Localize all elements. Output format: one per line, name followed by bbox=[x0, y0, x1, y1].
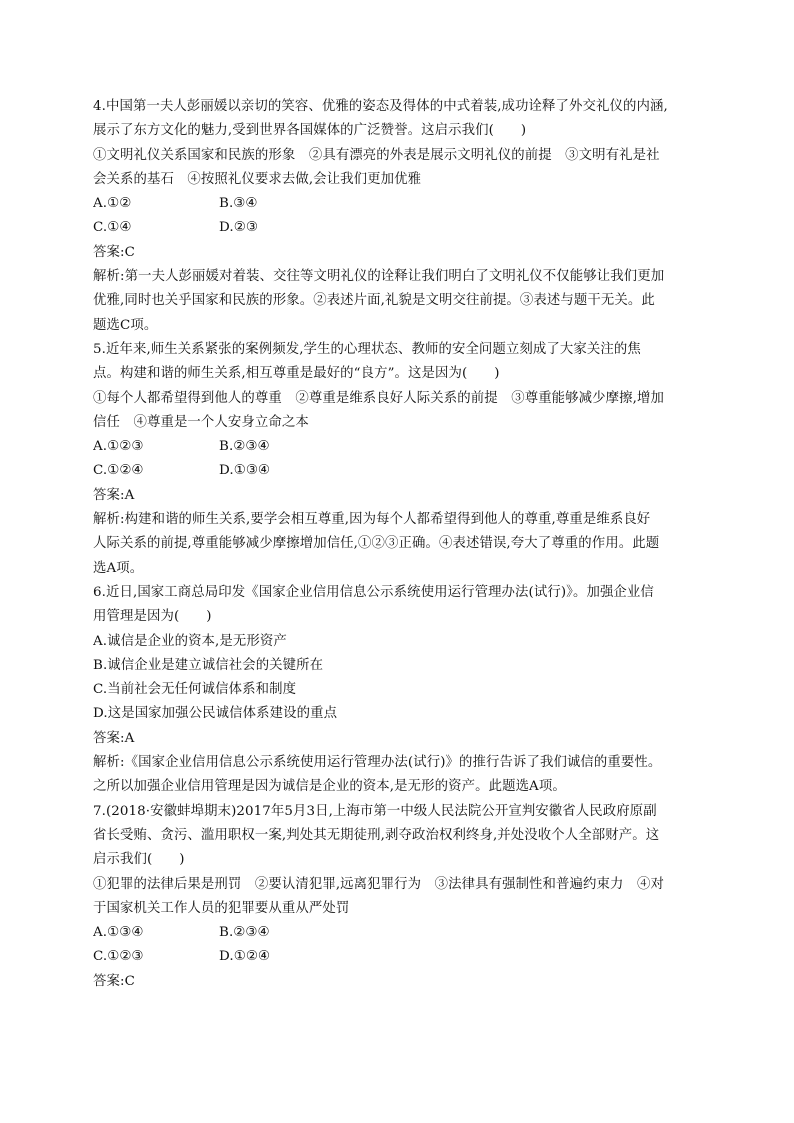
question-6 bbox=[93, 581, 713, 800]
analysis-line: 选A项。 bbox=[93, 560, 144, 576]
option-row bbox=[93, 435, 713, 459]
statement-line: 信任 ④尊重是一个人安身立命之本 bbox=[93, 414, 309, 430]
question-stem-line: 6.近日,国家工商总局印发《国家企业信用信息公示系统使用运行管理办法(试行)》。加强企业信 bbox=[93, 584, 654, 600]
page-content bbox=[93, 95, 713, 994]
option-row bbox=[93, 216, 713, 240]
option-c: C.当前社会无任何诚信体系和制度 bbox=[93, 682, 297, 698]
answer: 答案:C bbox=[93, 244, 135, 260]
question-stem-line: 展示了东方文化的魅力,受到世界各国媒体的广泛赞誉。这启示我们( ) bbox=[93, 123, 527, 139]
option-d: D.这是国家加强公民诚信体系建设的重点 bbox=[93, 706, 338, 722]
question-stem-line: 7.(2018·安徽蚌埠期末)2017年5月3日,上海市第一中级人民法院公开宣判安徽省人民政府原副 bbox=[93, 803, 657, 819]
answer: 答案:A bbox=[93, 730, 135, 746]
option-row bbox=[93, 192, 713, 216]
option-a: A.①② bbox=[93, 196, 132, 212]
statement-line: ①犯罪的法律后果是刑罚 ②要认清犯罪,远离犯罪行为 ③法律具有强制性和普遍约束力 ④对 bbox=[93, 876, 664, 892]
answer: 答案:A bbox=[93, 487, 135, 503]
option-b: B.②③④ bbox=[219, 925, 270, 941]
analysis-line: 解析:第一夫人彭丽媛对着装、交往等文明礼仪的诠释让我们明白了文明礼仪不仅能够让我们更加 bbox=[93, 269, 665, 285]
statement-line: ①每个人都希望得到他人的尊重 ②尊重是维系良好人际关系的前提 ③尊重能够减少摩擦,增加 bbox=[93, 390, 664, 406]
option-b: B.诚信企业是建立诚信社会的关键所在 bbox=[93, 657, 324, 673]
question-stem-line: 4.中国第一夫人彭丽媛以亲切的笑容、优雅的姿态及得体的中式着装,成功诠释了外交礼仪的内涵, bbox=[93, 99, 668, 114]
option-d: D.①②④ bbox=[219, 949, 271, 965]
question-stem-line: 5.近年来,师生关系紧张的案例频发,学生的心理状态、教师的安全问题立刻成了大家关注的焦 bbox=[93, 341, 641, 357]
analysis-line: 解析:《国家企业信用信息公示系统使用运行管理办法(试行)》的推行告诉了我们诚信的重要性。 bbox=[93, 755, 662, 771]
analysis-line: 解析:构建和谐的师生关系,要学会相互尊重,因为每个人都希望得到他人的尊重,尊重是维系良好 bbox=[93, 512, 651, 528]
option-a: A.①②③ bbox=[93, 439, 144, 455]
analysis-line: 题选C项。 bbox=[93, 317, 158, 333]
question-stem-line: 省长受贿、贪污、滥用职权一案,判处其无期徒刑,剥夺政治权利终身,并处没收个人全部财产。这 bbox=[93, 827, 660, 843]
option-row bbox=[93, 459, 713, 483]
option-a: A.①③④ bbox=[93, 925, 144, 941]
statement-line: ①文明礼仪关系国家和民族的形象 ②具有漂亮的外表是展示文明礼仪的前提 ③文明有礼是社 bbox=[93, 147, 660, 163]
question-stem-line: 启示我们( ) bbox=[93, 852, 185, 868]
analysis-line: 人际关系的前提,尊重能够减少摩擦增加信任,①②③正确。④表述错误,夸大了尊重的作用。此题 bbox=[93, 536, 660, 552]
question-4 bbox=[93, 95, 713, 338]
option-row bbox=[93, 945, 713, 969]
question-7 bbox=[93, 800, 713, 994]
analysis-line: 之所以加强企业信用管理是因为诚信是企业的资本,是无形的资产。此题选A项。 bbox=[93, 779, 566, 795]
option-c: C.①②④ bbox=[93, 463, 144, 479]
option-b: B.②③④ bbox=[219, 439, 270, 455]
option-d: D.②③ bbox=[219, 220, 258, 236]
option-a: A.诚信是企业的资本,是无形资产 bbox=[93, 633, 287, 649]
option-c: C.①④ bbox=[93, 220, 132, 236]
statement-line: 会关系的基石 ④按照礼仪要求去做,会让我们更加优雅 bbox=[93, 171, 422, 187]
analysis-line: 优雅,同时也关乎国家和民族的形象。②表述片面,礼貌是文明交往前提。③表述与题干无关。此 bbox=[93, 293, 655, 309]
question-stem-line: 点。构建和谐的师生关系,相互尊重是最好的“良方”。这是因为( ) bbox=[93, 366, 500, 382]
statement-line: 于国家机关工作人员的犯罪要从重从严处罚 bbox=[93, 900, 350, 916]
option-row bbox=[93, 921, 713, 945]
answer: 答案:C bbox=[93, 973, 135, 989]
option-d: D.①③④ bbox=[219, 463, 271, 479]
option-b: B.③④ bbox=[219, 196, 258, 212]
question-stem-line: 用管理是因为( ) bbox=[93, 609, 212, 625]
question-5 bbox=[93, 338, 713, 581]
option-c: C.①②③ bbox=[93, 949, 144, 965]
